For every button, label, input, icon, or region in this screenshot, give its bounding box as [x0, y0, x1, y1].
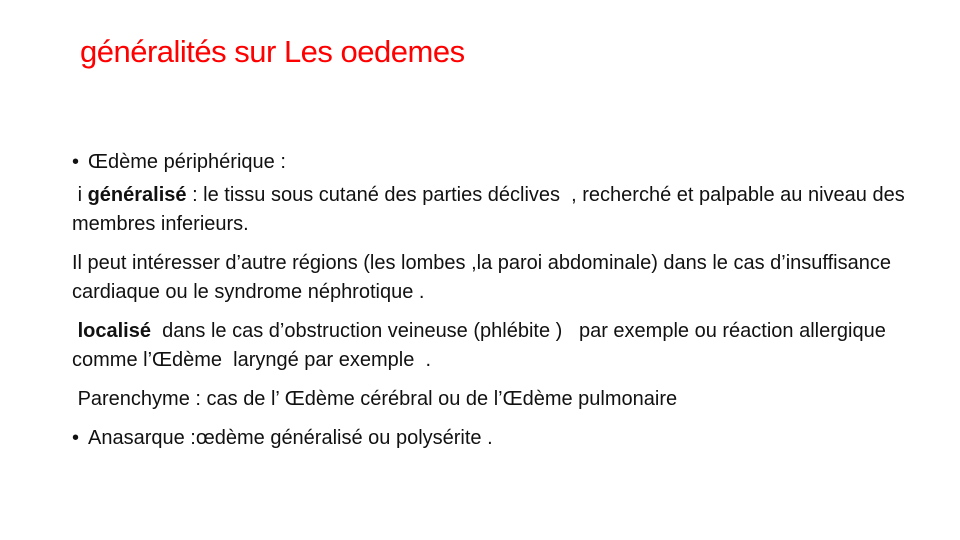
keyword-localise: localisé — [77, 320, 151, 342]
bullet-icon: • — [72, 427, 80, 449]
slide-title: généralités sur Les oedemes — [80, 34, 465, 69]
paragraph-parenchyme — [72, 385, 932, 414]
paragraph-text: : le tissu sous cutané des parties déclives , recherché et palpable au niveau des membres inferieurs. — [72, 184, 911, 235]
paragraph-generalized — [72, 181, 932, 239]
slide-content — [72, 148, 932, 463]
paragraph-localized — [72, 317, 932, 375]
paragraph-text: Œdème périphérique : — [88, 151, 286, 173]
keyword-generalise: généralisé — [87, 184, 187, 206]
paragraph-text: Il peut intéresser d’autre régions (les lombes ,la paroi abdominale) dans le cas d’insuffisance cardiaque ou le syndrome néphrotique . — [72, 252, 891, 303]
paragraph-text: dans le cas d’obstruction veineuse (phlébite ) par exemple ou réaction allergique comme l’Œdème laryngé par exemple . — [72, 320, 892, 371]
bullet-icon: • — [72, 151, 80, 173]
paragraph-other-regions — [72, 249, 932, 307]
paragraph-peripheral-edema — [72, 148, 932, 177]
paragraph-text: Anasarque :œdème généralisé ou polysérite . — [88, 427, 493, 449]
paragraph-text: Parenchyme : cas de l’ Œdème cérébral ou de l’Œdème pulmonaire — [72, 388, 678, 410]
paragraph-anasarque — [72, 424, 932, 453]
paragraph-prefix: i — [72, 184, 88, 206]
